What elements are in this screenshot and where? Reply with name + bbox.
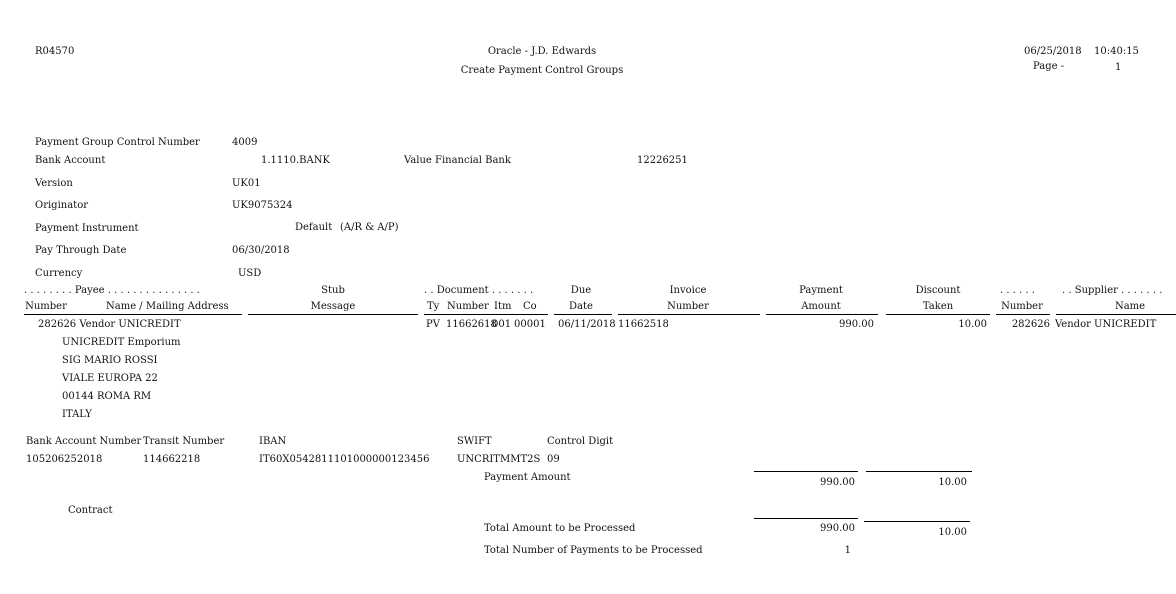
total-count-label: Total Number of Payments to be Processed [484, 545, 703, 556]
invoice-header: Invoice [669, 285, 707, 296]
supplier-group-header: . . Supplier . . . . . . . [1062, 285, 1163, 296]
doc-number: 11662618 [446, 319, 497, 330]
supplier-number-header: Number [1001, 301, 1043, 312]
discount-header: Discount [915, 285, 961, 296]
report-id: R04570 [35, 46, 75, 57]
pay-through-date: 06/30/2018 [232, 245, 290, 256]
header-rule [886, 314, 990, 315]
doc-company: 00001 [514, 319, 546, 330]
instrument-label: Payment Instrument [35, 223, 139, 234]
total-count: 1 [844, 545, 851, 556]
total-amount-label: Total Amount to be Processed [484, 523, 636, 534]
header-rule [248, 314, 418, 315]
number-header: Number [25, 301, 67, 312]
name-address-header: Name / Mailing Address [106, 301, 229, 312]
swift: UNCRITMMT2S [457, 454, 541, 465]
doc-item: 001 [492, 319, 512, 330]
header-rule [424, 314, 548, 315]
address-line: UNICREDIT Emporium [62, 337, 181, 348]
transit-number-label: Transit Number [143, 436, 225, 447]
version: UK01 [232, 178, 261, 189]
bank-id: 12226251 [637, 155, 688, 166]
control-digit: 09 [547, 454, 560, 465]
subtotal-rule [754, 471, 858, 472]
payment-amount: 990.00 [839, 319, 874, 330]
invoice-number: 11662518 [618, 319, 669, 330]
instrument-desc: (A/R & A/P) [340, 222, 399, 233]
header-rule [554, 314, 612, 315]
control-digit-label: Control Digit [547, 436, 614, 447]
taken-header: Taken [922, 301, 954, 312]
company-name: Oracle - J.D. Edwards [487, 46, 597, 57]
header-rule [1056, 314, 1176, 315]
payment-header: Payment [799, 285, 843, 296]
bank-name: Value Financial Bank [404, 155, 511, 166]
stub-header: Stub [321, 285, 345, 296]
currency: USD [238, 268, 262, 279]
bank-account: 1.1110.BANK [261, 155, 330, 166]
header-rule [618, 314, 760, 315]
page-label: Page - [1033, 61, 1065, 72]
total-rule [754, 518, 858, 519]
due-date: 06/11/2018 [558, 319, 616, 330]
bank-account-number: 105206252018 [26, 454, 103, 465]
message-header: Message [310, 301, 356, 312]
contract-label: Contract [68, 505, 113, 516]
itm-header: Itm [494, 301, 512, 312]
due-header: Due [570, 285, 592, 296]
transit-number: 114662218 [143, 454, 201, 465]
address-line: 00144 ROMA RM [62, 391, 152, 402]
subtotal-rule [866, 471, 972, 472]
instrument: Default [295, 222, 333, 233]
total-amount: 990.00 [820, 523, 855, 534]
invoice-number-header: Number [667, 301, 709, 312]
address-line: VIALE EUROPA 22 [62, 373, 158, 384]
discount-taken: 10.00 [958, 319, 987, 330]
amount-header: Amount [801, 301, 841, 312]
report-time: 10:40:15 [1094, 46, 1139, 57]
payment-amount-label: Payment Amount [484, 472, 571, 483]
document-group-header: . . Document . . . . . . . [424, 285, 534, 296]
doc-number-header: Number [447, 301, 489, 312]
swift-label: SWIFT [457, 436, 492, 447]
payee-group-header: . . . . . . . . Payee . . . . . . . . . . . . . . . [24, 285, 200, 296]
header-rule [24, 314, 242, 315]
address-line: ITALY [62, 409, 92, 420]
bank-account-number-label: Bank Account Number [26, 436, 142, 447]
originator-label: Originator [35, 200, 88, 211]
control-number-label: Payment Group Control Number [35, 137, 200, 148]
supplier-name: Vendor UNICREDIT [1055, 319, 1157, 330]
currency-label: Currency [35, 268, 83, 279]
pay-through-label: Pay Through Date [35, 245, 127, 256]
iban-label: IBAN [259, 436, 287, 447]
ty-header: Ty [427, 301, 440, 312]
co-header: Co [523, 301, 537, 312]
originator: UK9075324 [232, 200, 293, 211]
address-line: SIG MARIO ROSSI [62, 355, 158, 366]
supplier-dots: . . . . . . [1000, 285, 1035, 296]
report-title: Create Payment Control Groups [460, 65, 624, 76]
payee: 282626 Vendor UNICREDIT [38, 319, 181, 330]
doc-type: PV [426, 319, 440, 330]
supplier-name-header: Name [1114, 301, 1146, 312]
page-number: 1 [1115, 62, 1122, 73]
bank-account-label: Bank Account [35, 155, 106, 166]
payment-amount-total: 990.00 [820, 477, 855, 488]
version-label: Version [35, 178, 73, 189]
control-number: 4009 [232, 137, 258, 148]
payment-discount-total: 10.00 [938, 477, 967, 488]
header-rule [996, 314, 1050, 315]
report-date: 06/25/2018 [1024, 46, 1082, 57]
iban: IT60X0542811101000000123456 [259, 454, 430, 465]
date-header: Date [569, 301, 593, 312]
total-discount: 10.00 [938, 527, 967, 538]
supplier-number: 282626 [1011, 319, 1050, 330]
total-rule [864, 521, 970, 522]
header-rule [766, 314, 878, 315]
